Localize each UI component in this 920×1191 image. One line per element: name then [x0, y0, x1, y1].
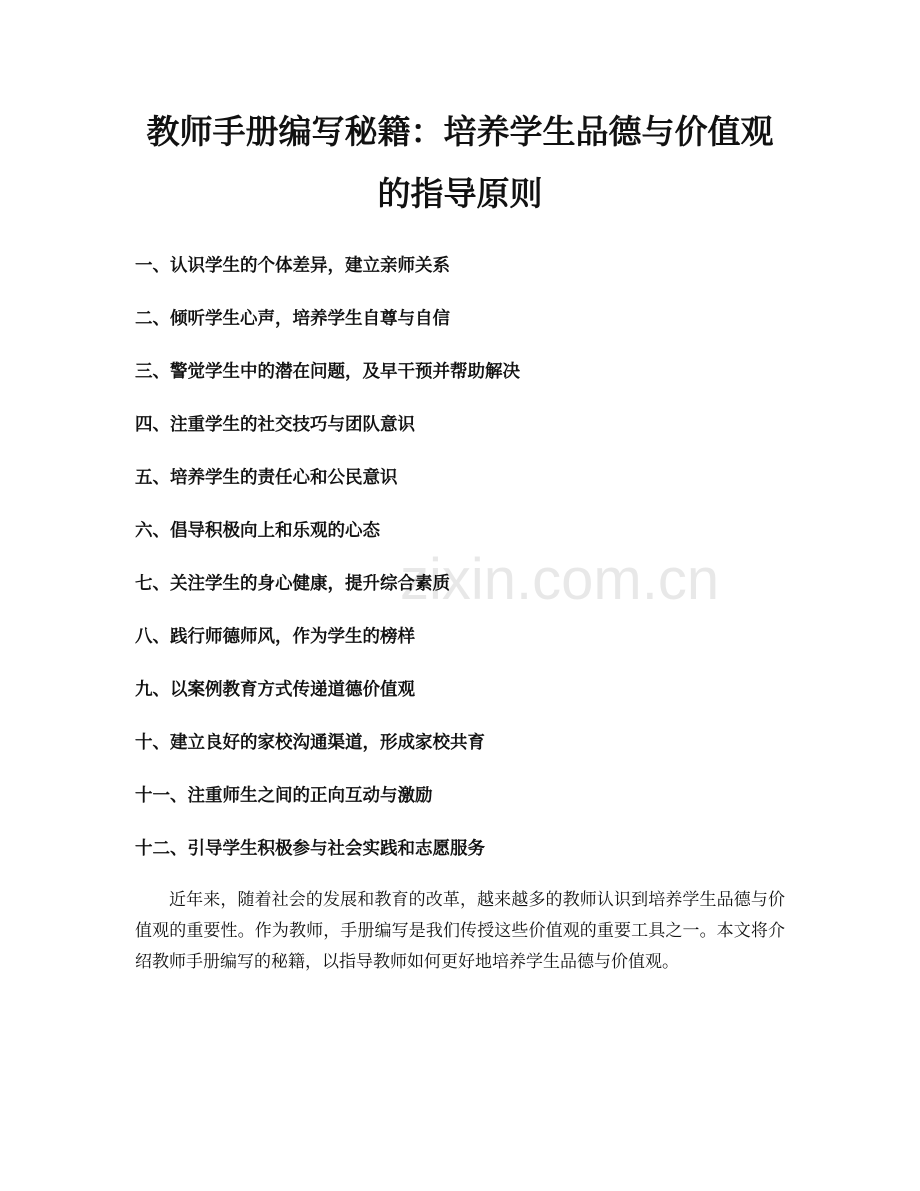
outline-list	[135, 252, 795, 888]
outline-item: 十一、注重师生之间的正向互动与激励	[135, 786, 433, 806]
page-title-line-1: 教师手册编写秘籍：培养学生品德与价值观	[146, 112, 774, 151]
watermark: zixin.com.cn	[400, 547, 720, 612]
page-title-line-2: 的指导原则	[377, 174, 543, 213]
outline-item: 十二、引导学生积极参与社会实践和志愿服务	[135, 839, 485, 859]
outline-item: 四、注重学生的社交技巧与团队意识	[135, 415, 415, 435]
outline-item: 六、倡导积极向上和乐观的心态	[135, 521, 380, 541]
outline-item: 十、建立良好的家校沟通渠道，形成家校共育	[135, 733, 485, 753]
outline-item: 三、警觉学生中的潜在问题，及早干预并帮助解决	[135, 362, 520, 382]
outline-item: 九、以案例教育方式传递道德价值观	[135, 680, 415, 700]
outline-item: 二、倾听学生心声，培养学生自尊与自信	[135, 309, 450, 329]
outline-item: 七、关注学生的身心健康，提升综合素质	[135, 574, 450, 594]
intro-paragraph: 近年来，随着社会的发展和教育的改革，越来越多的教师认识到培养学生品德与价值观的重要性。作为教师，手册编写是我们传授这些价值观的重要工具之一。本文将介绍教师手册编写的秘籍，以指导教师如何更好地培养学生品德与价值观。	[135, 890, 785, 972]
outline-item: 一、认识学生的个体差异，建立亲师关系	[135, 256, 450, 276]
outline-item: 五、培养学生的责任心和公民意识	[135, 468, 398, 488]
outline-item: 八、践行师德师风，作为学生的榜样	[135, 627, 415, 647]
